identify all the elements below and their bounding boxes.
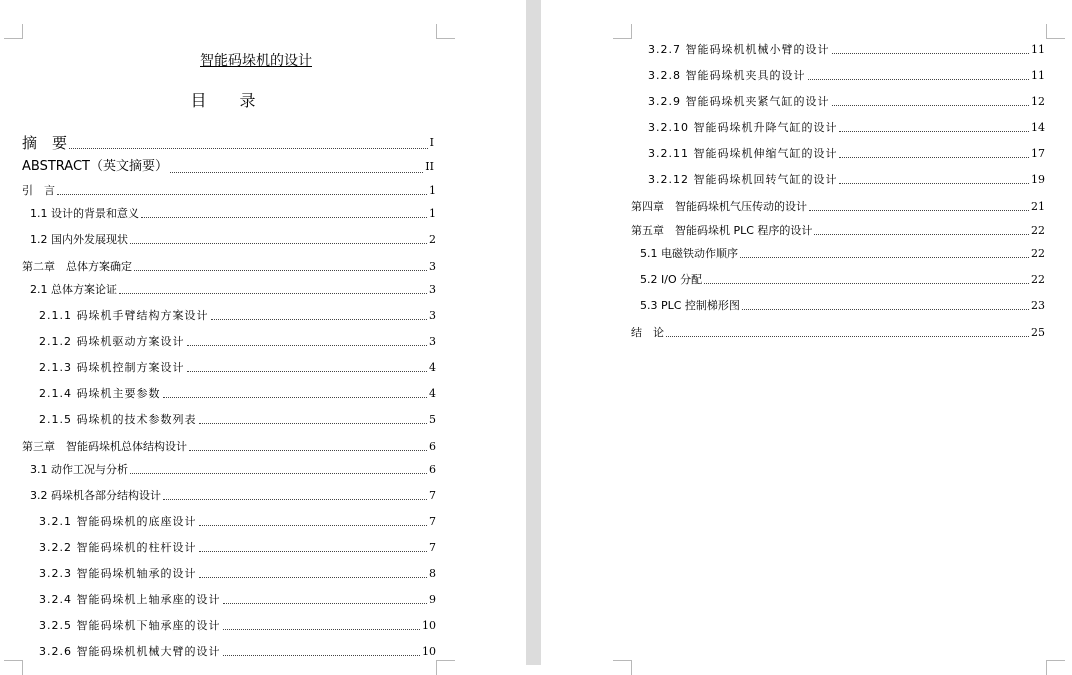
toc-entry-label: 3.2.1 智能码垛机的底座设计 (39, 515, 197, 528)
page-gap (526, 0, 541, 665)
toc-entry[interactable] (39, 359, 436, 375)
toc-leader-dots (223, 628, 421, 630)
toc-entry-label: 3.2.10 智能码垛机升降气缸的设计 (648, 121, 838, 134)
crop-mark (1046, 660, 1065, 675)
toc-entry[interactable] (631, 198, 1045, 214)
toc-entry-page: 6 (429, 463, 436, 476)
toc-entry-label: 1.1 设计的背景和意义 (30, 207, 139, 220)
toc-entry[interactable] (39, 411, 436, 427)
toc-leader-dots (832, 52, 1030, 54)
toc-entry[interactable] (648, 41, 1045, 57)
toc-entry-page: 10 (422, 645, 436, 658)
toc-entry-page: 7 (429, 515, 436, 528)
toc-entry-page: 12 (1031, 95, 1045, 108)
toc-leader-dots (666, 335, 1029, 337)
toc-entry-page: 21 (1031, 200, 1045, 213)
toc-entry-label: 3.2.6 智能码垛机机械大臂的设计 (39, 645, 221, 658)
toc-entry-label: 5.1 电磁铁动作顺序 (640, 247, 738, 260)
toc-entry-label: 第二章 总体方案确定 (22, 260, 132, 273)
toc-entry-label: 结 论 (631, 326, 664, 339)
toc-entry-page: 5 (429, 413, 436, 426)
toc-entry[interactable] (640, 271, 1045, 287)
toc-entry[interactable] (30, 281, 436, 297)
toc-entry[interactable] (648, 171, 1045, 187)
toc-entry-label: 3.2.9 智能码垛机夹紧气缸的设计 (648, 95, 830, 108)
toc-entry[interactable] (648, 93, 1045, 109)
toc-entry[interactable] (39, 307, 436, 323)
toc-entry-page: 2 (429, 233, 436, 246)
toc-leader-dots (187, 344, 428, 346)
toc-entry-page: 7 (429, 541, 436, 554)
toc-leader-dots (57, 193, 427, 195)
toc-entry[interactable] (640, 297, 1045, 313)
toc-leader-dots (223, 654, 421, 656)
toc-entry[interactable] (39, 565, 436, 581)
toc-entry-label: 1.2 国内外发展现状 (30, 233, 128, 246)
toc-entry-label: 2.1.5 码垛机的技术参数列表 (39, 413, 197, 426)
toc-leader-dots (163, 396, 428, 398)
toc-entry[interactable] (22, 182, 436, 198)
toc-entry[interactable] (648, 67, 1045, 83)
toc-leader-dots (163, 498, 427, 500)
toc-leader-dots (808, 78, 1030, 80)
toc-leader-dots (839, 130, 1029, 132)
toc-entry-label: 3.2.3 智能码垛机轴承的设计 (39, 567, 197, 580)
toc-entry-page: 1 (429, 184, 436, 197)
crop-mark (4, 660, 23, 675)
toc-entry[interactable] (640, 245, 1045, 261)
crop-mark (436, 24, 455, 39)
toc-leader-dots (839, 156, 1029, 158)
toc-entry[interactable] (30, 487, 436, 503)
toc-entry[interactable] (39, 539, 436, 555)
toc-entry-label: 3.2.11 智能码垛机伸缩气缸的设计 (648, 147, 838, 160)
toc-entry[interactable] (39, 333, 436, 349)
toc-entry[interactable] (39, 385, 436, 401)
toc-entry-page: 8 (429, 567, 436, 580)
toc-entry-page: 11 (1031, 69, 1045, 82)
toc-entry[interactable] (39, 617, 436, 633)
toc-entry-label: 第四章 智能码垛机气压传动的设计 (631, 200, 807, 213)
toc-entry-page: 3 (429, 283, 436, 296)
crop-mark (613, 24, 632, 39)
toc-heading: 目 录 (190, 91, 270, 110)
toc-entry-label: 第三章 智能码垛机总体结构设计 (22, 440, 187, 453)
toc-entry-page: 4 (429, 361, 436, 374)
toc-entry-page: 14 (1031, 121, 1045, 134)
toc-entry-page: 6 (429, 440, 436, 453)
toc-leader-dots (130, 242, 427, 244)
toc-entry-label: 摘 要 (22, 134, 68, 152)
toc-entry-label: 5.2 I/O 分配 (640, 273, 703, 286)
toc-entry-page: 1 (429, 207, 436, 220)
document-page-left (0, 0, 526, 665)
toc-entry[interactable] (22, 438, 436, 454)
toc-entry-label: 3.2.12 智能码垛机回转气缸的设计 (648, 173, 838, 186)
toc-entry-page: 9 (429, 593, 436, 606)
toc-entry[interactable] (631, 324, 1045, 340)
document-page-right (541, 0, 1072, 665)
toc-entry-page: 23 (1031, 299, 1045, 312)
toc-leader-dots (189, 449, 427, 451)
toc-entry-page: 22 (1031, 224, 1045, 237)
toc-entry[interactable] (22, 156, 434, 176)
toc-leader-dots (704, 282, 1029, 284)
toc-leader-dots (199, 422, 428, 424)
toc-entry[interactable] (22, 132, 434, 152)
toc-entry-label: 3.2 码垛机各部分结构设计 (30, 489, 161, 502)
toc-entry-label: 2.1.3 码垛机控制方案设计 (39, 361, 185, 374)
toc-leader-dots (742, 308, 1029, 310)
toc-entry[interactable] (30, 231, 436, 247)
toc-entry-page: 4 (429, 387, 436, 400)
toc-leader-dots (130, 472, 427, 474)
toc-entry-page: 25 (1031, 326, 1045, 339)
toc-entry-label: 3.2.5 智能码垛机下轴承座的设计 (39, 619, 221, 632)
toc-entry[interactable] (648, 145, 1045, 161)
toc-leader-dots (170, 171, 423, 173)
toc-entry[interactable] (30, 461, 436, 477)
toc-entry-label: 2.1 总体方案论证 (30, 283, 117, 296)
toc-entry-label: 3.2.8 智能码垛机夹具的设计 (648, 69, 806, 82)
toc-entry-page: 11 (1031, 43, 1045, 56)
toc-entry-page: 3 (429, 260, 436, 273)
toc-entry-label: 2.1.4 码垛机主要参数 (39, 387, 161, 400)
toc-entry-label: 3.1 动作工况与分析 (30, 463, 128, 476)
toc-entry-label: 5.3 PLC 控制梯形图 (640, 299, 740, 312)
toc-entry-label: 3.2.4 智能码垛机上轴承座的设计 (39, 593, 221, 606)
toc-entry-page: 3 (429, 309, 436, 322)
toc-leader-dots (134, 269, 427, 271)
toc-entry[interactable] (648, 119, 1045, 135)
toc-entry-label: ABSTRACT（英文摘要） (22, 159, 168, 174)
crop-mark (613, 660, 632, 675)
toc-leader-dots (809, 209, 1029, 211)
toc-leader-dots (119, 292, 427, 294)
toc-entry-page: 19 (1031, 173, 1045, 186)
toc-leader-dots (141, 216, 427, 218)
toc-entry[interactable] (39, 591, 436, 607)
toc-leader-dots (199, 550, 428, 552)
document-title: 智能码垛机的设计 (200, 53, 312, 69)
toc-leader-dots (740, 256, 1029, 258)
toc-entry[interactable] (39, 643, 436, 659)
toc-entry-page: 22 (1031, 273, 1045, 286)
toc-entry-page: 10 (422, 619, 436, 632)
toc-leader-dots (211, 318, 428, 320)
toc-entry[interactable] (631, 222, 1045, 238)
toc-entry-label: 3.2.7 智能码垛机机械小臂的设计 (648, 43, 830, 56)
toc-leader-dots (814, 233, 1029, 235)
toc-entry-label: 引 言 (22, 184, 55, 197)
crop-mark (1046, 24, 1065, 39)
toc-entry[interactable] (39, 513, 436, 529)
toc-entry-page: 22 (1031, 247, 1045, 260)
toc-entry-label: 第五章 智能码垛机 PLC 程序的设计 (631, 224, 813, 237)
toc-entry-page: II (425, 160, 434, 173)
toc-entry-page: 3 (429, 335, 436, 348)
toc-leader-dots (839, 182, 1029, 184)
toc-leader-dots (199, 524, 428, 526)
toc-entry-label: 3.2.2 智能码垛机的柱杆设计 (39, 541, 197, 554)
toc-entry-label: 2.1.1 码垛机手臂结构方案设计 (39, 309, 209, 322)
toc-entry-label: 2.1.2 码垛机驱动方案设计 (39, 335, 185, 348)
toc-leader-dots (223, 602, 428, 604)
toc-entry-page: 17 (1031, 147, 1045, 160)
toc-entry-page: 7 (429, 489, 436, 502)
toc-entry[interactable] (22, 258, 436, 274)
crop-mark (4, 24, 23, 39)
toc-leader-dots (187, 370, 428, 372)
crop-mark (436, 660, 455, 675)
toc-entry[interactable] (30, 205, 436, 221)
toc-leader-dots (832, 104, 1030, 106)
toc-leader-dots (69, 147, 428, 149)
toc-entry-page: I (429, 136, 434, 149)
toc-leader-dots (199, 576, 428, 578)
